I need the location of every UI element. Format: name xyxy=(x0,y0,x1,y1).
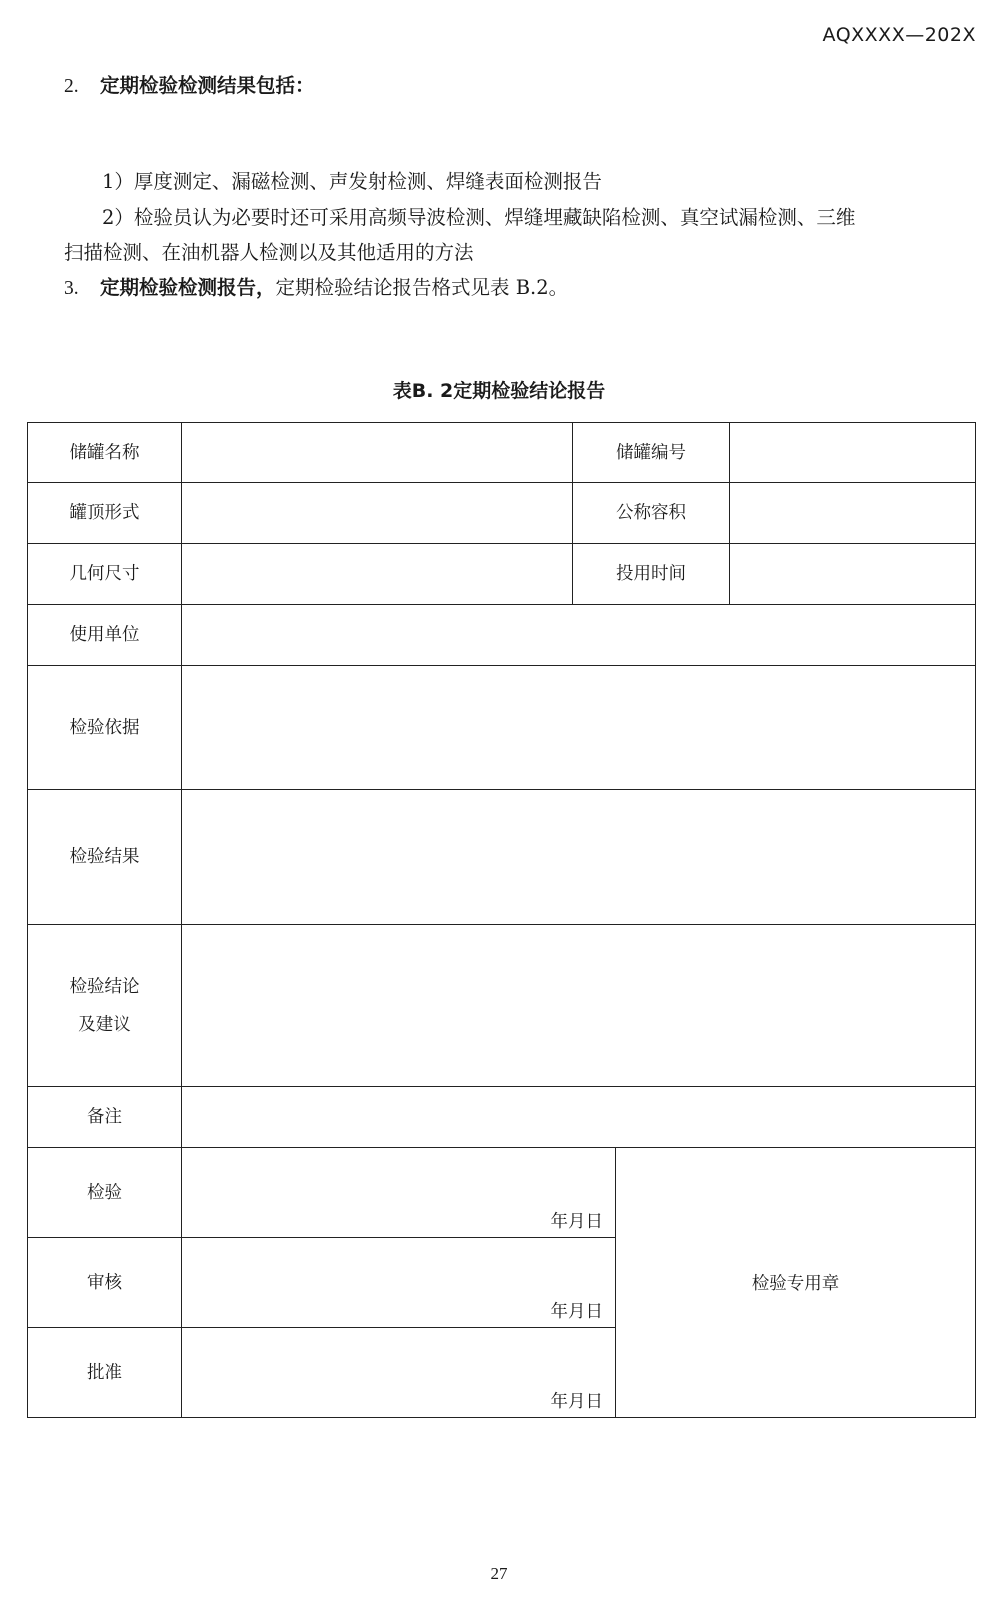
table-row xyxy=(28,925,976,1087)
review-label: 审核 xyxy=(28,1238,182,1328)
user-unit-label: 使用单位 xyxy=(28,605,182,666)
section-3-text: 定期检验结论报告格式见表 B.2。 xyxy=(275,276,569,299)
tank-number-field[interactable] xyxy=(730,423,976,483)
list-item: 1）厚度测定、漏磁检测、声发射检测、焊缝表面检测报告 xyxy=(102,170,602,193)
list-item-continuation: 扫描检测、在油机器人检测以及其他适用的方法 xyxy=(64,241,474,264)
section-3-title: 定期检验检测报告， xyxy=(100,276,276,299)
list-item: 2）检验员认为必要时还可采用高频导波检测、焊缝埋藏缺陷检测、真空试漏检测、三维 xyxy=(102,206,856,229)
conclusion-field[interactable] xyxy=(182,925,976,1087)
section-3-number: 3. xyxy=(64,278,79,299)
inspection-report-table xyxy=(27,422,976,1418)
page-number: 27 xyxy=(490,1564,508,1583)
in-service-time-label: 投用时间 xyxy=(573,544,730,605)
inspect-signature-field[interactable] xyxy=(182,1148,616,1238)
tank-name-label: 储罐名称 xyxy=(28,423,182,483)
inspect-date-label: 年月日 xyxy=(550,1212,603,1232)
review-date-label: 年月日 xyxy=(550,1302,603,1322)
tank-name-field[interactable] xyxy=(182,423,573,483)
user-unit-field[interactable] xyxy=(182,605,976,666)
section-2-heading xyxy=(64,70,315,98)
remarks-label: 备注 xyxy=(28,1087,182,1148)
inspect-label: 检验 xyxy=(28,1148,182,1238)
nominal-capacity-field[interactable] xyxy=(730,483,976,544)
document-code: AQXXXX—202X xyxy=(822,24,976,46)
inspection-result-field[interactable] xyxy=(182,790,976,925)
nominal-capacity-label: 公称容积 xyxy=(573,483,730,544)
approve-date-label: 年月日 xyxy=(550,1392,603,1412)
table-caption: 表B. 2定期检验结论报告 xyxy=(392,380,606,402)
section-2-title: 定期检验检测结果包括： xyxy=(100,74,315,97)
inspection-basis-field[interactable] xyxy=(182,666,976,790)
table-row xyxy=(28,1087,976,1148)
conclusion-label-line-1: 检验结论 xyxy=(69,976,140,997)
section-3-heading xyxy=(64,272,568,300)
geometry-label: 几何尺寸 xyxy=(28,544,182,605)
remarks-field[interactable] xyxy=(182,1087,976,1148)
conclusion-label xyxy=(28,925,182,1087)
roof-type-label: 罐顶形式 xyxy=(28,483,182,544)
in-service-time-field[interactable] xyxy=(730,544,976,605)
conclusion-label-line-2: 及建议 xyxy=(78,1014,131,1035)
inspection-stamp-area: 检验专用章 xyxy=(616,1148,976,1418)
table-row xyxy=(28,423,976,483)
roof-type-field[interactable] xyxy=(182,483,573,544)
table-row xyxy=(28,790,976,925)
table-row xyxy=(28,544,976,605)
geometry-field[interactable] xyxy=(182,544,573,605)
review-signature-field[interactable] xyxy=(182,1238,616,1328)
inspection-basis-label: 检验依据 xyxy=(28,666,182,790)
tank-number-label: 储罐编号 xyxy=(573,423,730,483)
table-row xyxy=(28,666,976,790)
approve-label: 批准 xyxy=(28,1328,182,1418)
table-row xyxy=(28,483,976,544)
table-row xyxy=(28,605,976,666)
approve-signature-field[interactable] xyxy=(182,1328,616,1418)
inspection-result-label: 检验结果 xyxy=(28,790,182,925)
table-row xyxy=(28,1148,976,1238)
section-2-number: 2. xyxy=(64,76,79,97)
